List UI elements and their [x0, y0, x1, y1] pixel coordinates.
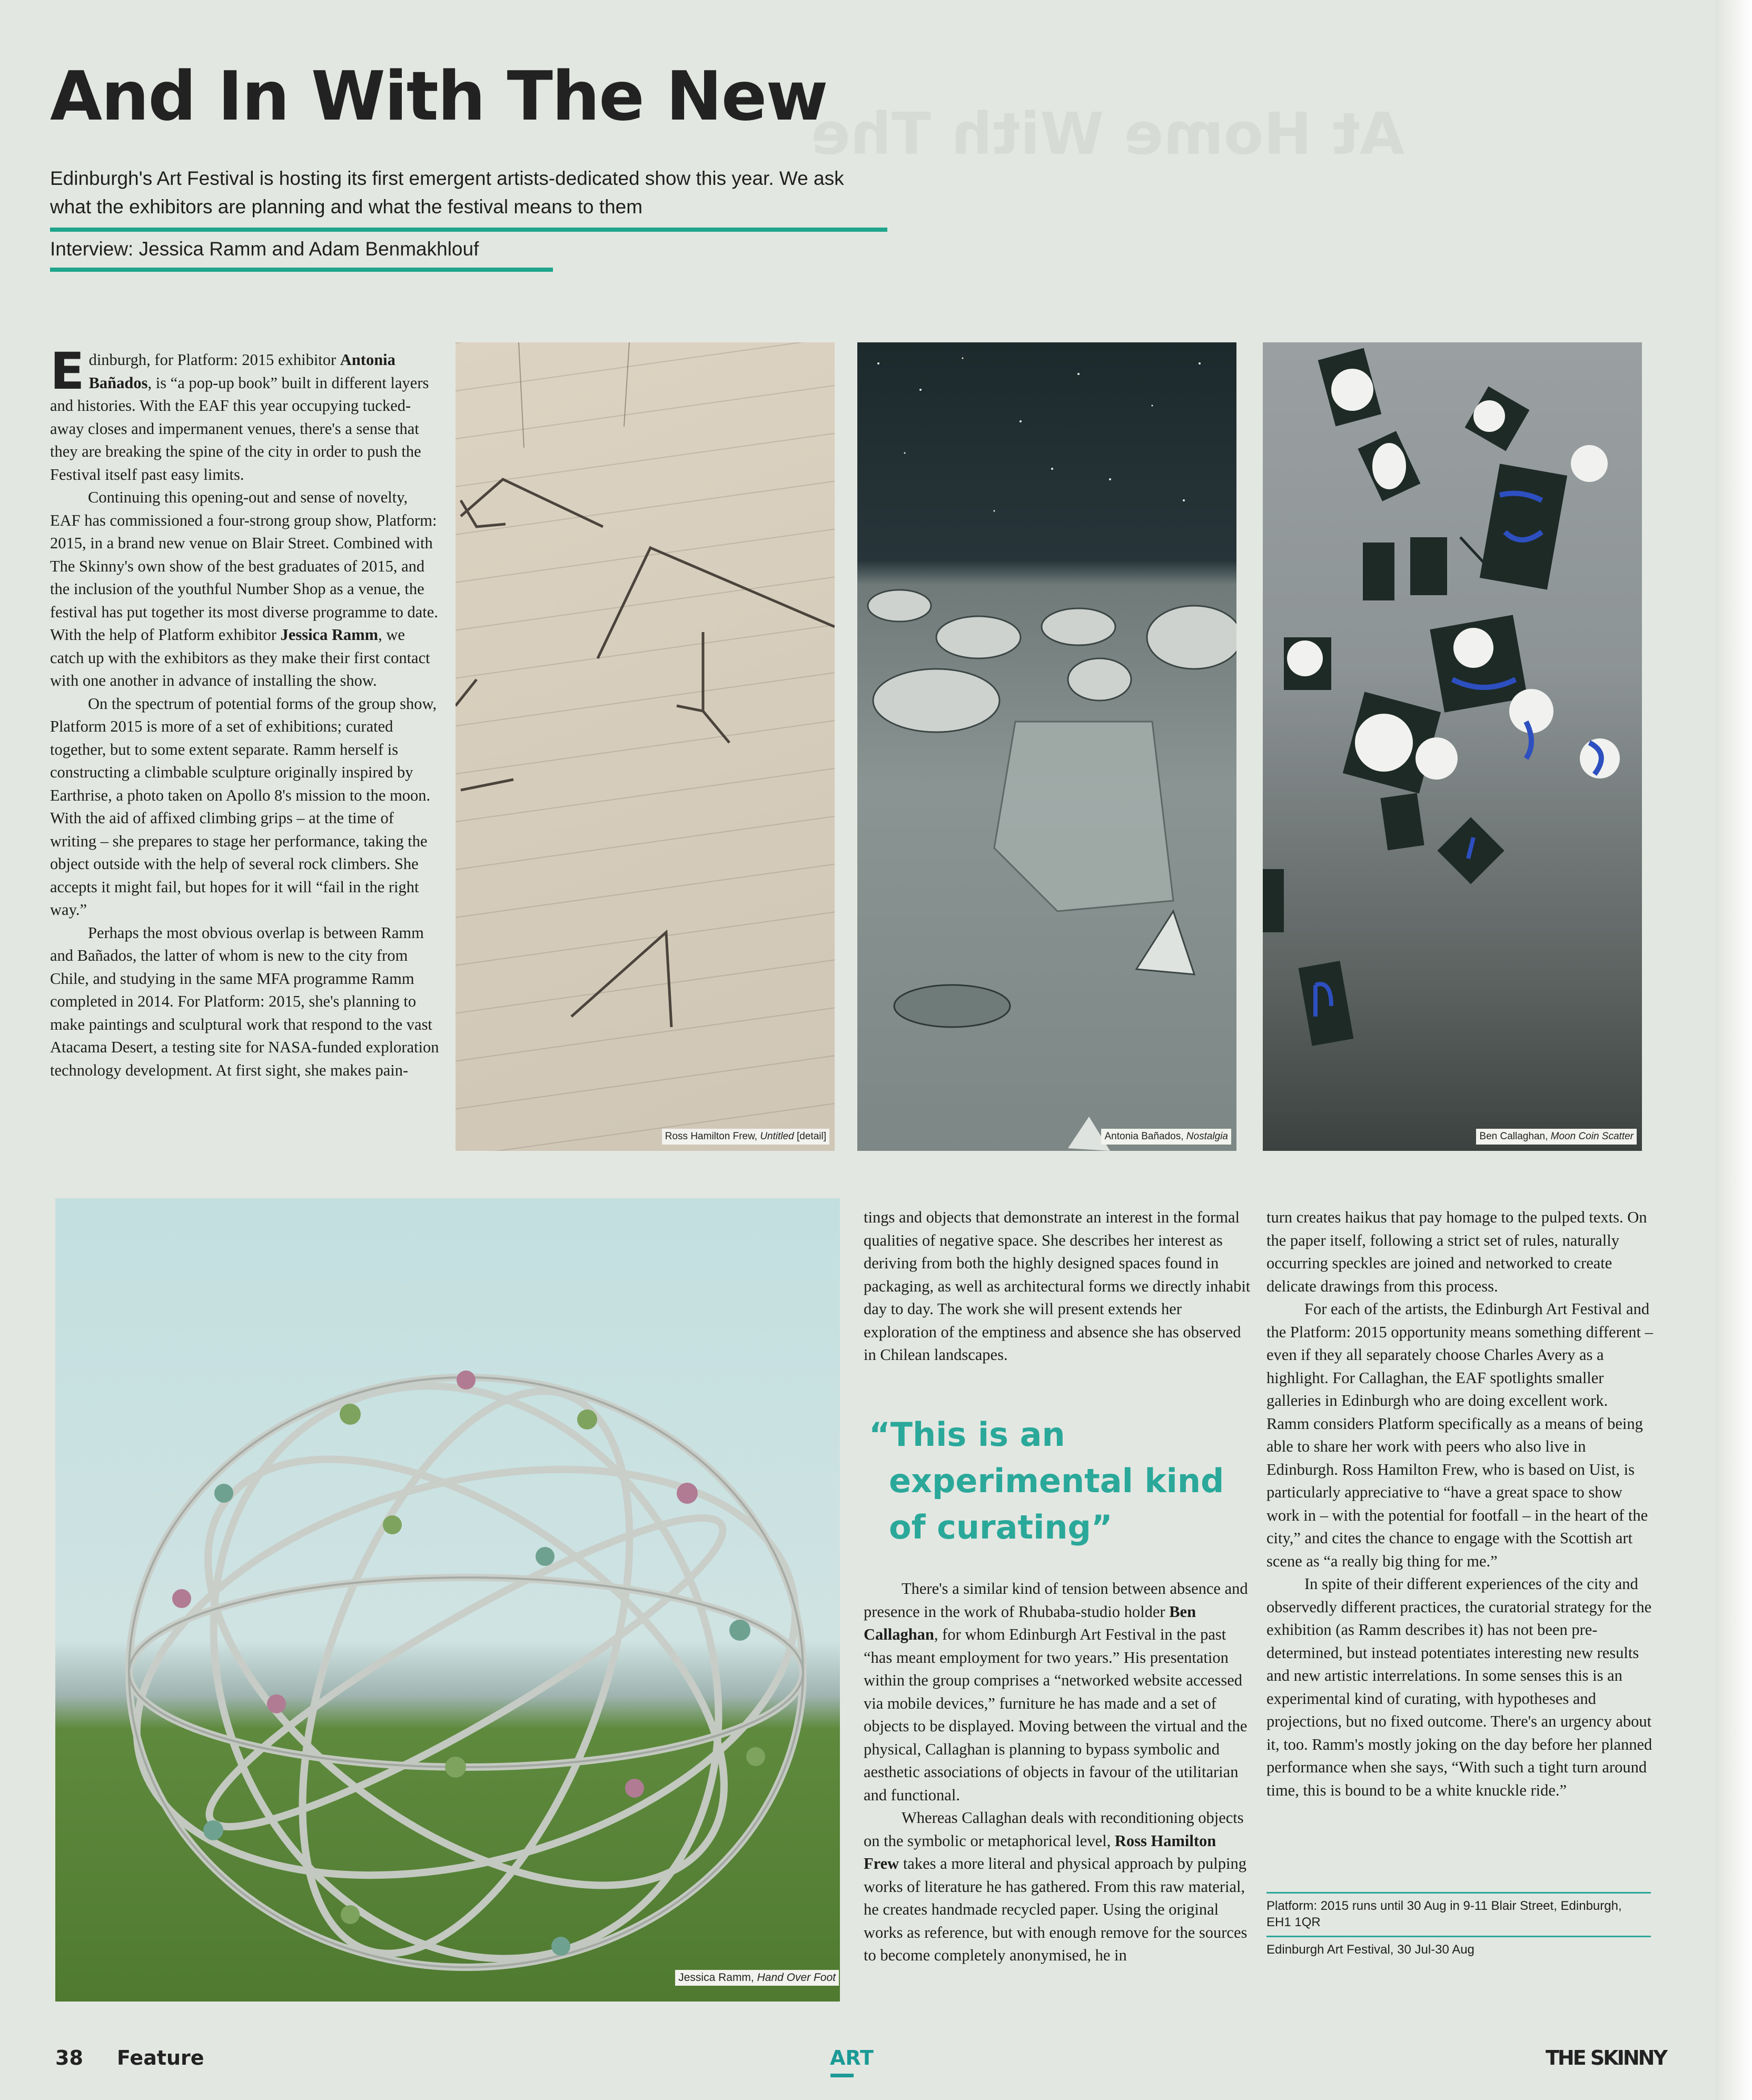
byline: Interview: Jessica Ramm and Adam Benmakhlouf	[50, 236, 553, 272]
artist-name: Ross Hamilton Frew	[864, 1831, 1216, 1872]
category-label: ART	[830, 2046, 874, 2069]
drop-cap: E	[50, 342, 85, 401]
artist-name: Ben Callaghan	[864, 1602, 1196, 1643]
climbable-sphere-sculpture	[55, 1198, 840, 2002]
column-2	[864, 1206, 1251, 1367]
event-info-platform: Platform: 2015 runs until 30 Aug in 9-11 Blair Street, Edinburgh, EH1 1QR	[1266, 1899, 1622, 1929]
publication-name: THE SKINNY	[1546, 2046, 1666, 2069]
artwork-caption: Ben Callaghan, Moon Coin Scatter	[1476, 1129, 1637, 1145]
artwork-caption: Antonia Bañados, Nostalgia	[1101, 1129, 1231, 1145]
artist-name: Antonia Bañados	[88, 351, 395, 392]
show-through-text: At Home With The	[811, 100, 1405, 167]
pull-quote	[869, 1412, 1238, 1551]
artwork-image-moon-coin-scatter	[1263, 342, 1642, 1151]
column-2-continued	[864, 1578, 1251, 1967]
photo-hand-over-foot	[55, 1198, 840, 2002]
headline: And In With The New	[50, 57, 827, 136]
section-label: Feature	[117, 2046, 204, 2069]
column-1	[50, 342, 440, 1082]
page-edge	[1715, 0, 1752, 2100]
info-divider	[1266, 1892, 1651, 1894]
info-divider	[1266, 1936, 1651, 1937]
paragraph: tings and objects that demonstrate an interest in the formal qualities of negative space. She describes her interest as deriving from both the highly designed spaces found in packaging, as well as architectural forms we directly inhabit day to day. The work she will present extends her exploration of the emptiness and absence she has observed in Chilean landscapes.	[864, 1208, 1251, 1364]
pull-quote-line: experimental kind	[889, 1462, 1224, 1500]
column-3	[1266, 1206, 1654, 1802]
paragraph: In spite of their different experiences of the city and observedly different practices, the curatorial strategy for the exhibition (as Ramm describes it) has not been pre-determined, but instead potentiates interesting new results and new artistic interrelations. In some senses this is an experimental kind of curating, with hypotheses and projections, but no fixed outcome. There's an urgency about it, too. Ramm's mostly joking on the day before her planned performance when she says, “With such a tight turn around time, this is bound to be a white knuckle ride.”	[1266, 1575, 1652, 1799]
scatter-collage	[1263, 342, 1642, 1151]
event-info-festival: Edinburgh Art Festival, 30 Jul-30 Aug	[1266, 1943, 1474, 1957]
photo-caption: Jessica Ramm, Hand Over Foot	[675, 1970, 839, 1986]
paragraph: turn creates haikus that pay homage to the pulped texts. On the paper itself, following a strict set of rules, naturally occurring speckles are joined and networked to create delicate drawings from this process.	[1266, 1208, 1647, 1295]
pull-quote-line: of curating”	[889, 1508, 1113, 1546]
paragraph: Edinburgh, for Platform: 2015 exhibitor Antonia Bañados, is “a pop-up book” built in different layers and histories. With the EAF this year occupying tucked-away closes and impermanent venues, there's a sense that they are breaking the spine of the city in order to push the Festival itself past easy limits.	[50, 342, 429, 484]
artwork-caption: Ross Hamilton Frew, Untitled [detail]	[662, 1129, 829, 1145]
artwork-image-nostalgia	[857, 342, 1236, 1151]
paragraph: For each of the artists, the Edinburgh Art Festival and the Platform: 2015 opportunity means something different – even if they all separately choose Charles Avery as a highlight. For Callaghan, the EAF spotlights smaller galleries in Edinburgh who are doing excellent work. Ramm considers Platform specifically as a means of being able to share her work with peers who also live in Edinburgh. Ross Hamilton Frew, who is based on Uist, is particularly appreciative to “have a great space to show work in – with the potential for footfall – in the heart of the city,” and cites the chance to engage with the Scottish art scene as “a really big thing for me.”	[1266, 1300, 1653, 1570]
pull-quote-line: “This is an	[869, 1415, 1065, 1454]
line-drawing	[456, 342, 835, 1151]
paragraph: On the spectrum of potential forms of the group show, Platform 2015 is more of a set of exhibitions; curated together, but to some extent separate. Ramm herself is constructing a climbable sculpture originally inspired by Earthrise, a photo taken on Apollo 8's mission to the moon. With the aid of affixed climbing grips – at the time of writing – she prepares to stage her performance, taking the object outside with the help of several rock climbers. She accepts it might fail, but hopes for it will “fail in the right way.”	[50, 694, 437, 919]
paragraph: Continuing this opening-out and sense of novelty, EAF has commissioned a four-strong group show, Platform: 2015, in a brand new venue on Blair Street. Combined with The Skinny's own show of the best graduates of 2015, and the inclusion of the youthful Number Shop as a venue, the festival has put together its most diverse programme to date. With the help of Platform exhibitor Jessica Ramm, we catch up with the exhibitors as they make their first contact with one another in advance of installing the show.	[50, 488, 438, 689]
paragraph: Perhaps the most obvious overlap is between Ramm and Bañados, the latter of whom is new to the city from Chile, and studying in the same MFA programme Ramm completed in 2014. For Platform: 2015, she's planning to make paintings and sculptural work that respond to the vast Atacama Desert, a testing site for NASA-funded exploration technology development. At first sight, she makes pain-	[50, 923, 439, 1079]
moonscape-painting	[857, 342, 1236, 1151]
artwork-image-untitled	[456, 342, 835, 1151]
paragraph: Whereas Callaghan deals with reconditioning objects on the symbolic or metaphorical level, Ross Hamilton Frew takes a more literal and physical approach by pulping works of literature he has gathered. From this raw material, he creates handmade recycled paper. Using the original works as reference, but with enough remove for the sources to become completely anonymised, he in	[864, 1809, 1248, 1964]
category-underline	[830, 2074, 854, 2077]
standfirst: Edinburgh's Art Festival is hosting its first emergent artists-dedicated show this year. We ask what the exhibitors are planning and what the festival means to them	[50, 164, 887, 232]
artist-name: Jessica Ramm	[280, 626, 379, 644]
paragraph: There's a similar kind of tension between absence and presence in the work of Rhubaba-studio holder Ben Callaghan, for whom Edinburgh Art Festival in the past “has meant employment for two years.” His presentation within the group comprises a “networked website accessed via mobile devices,” furniture he has made and a set of objects to be displayed. Moving between the virtual and the physical, Callaghan is planning to bypass symbolic and aesthetic associations of objects in favour of the utilitarian and functional.	[864, 1580, 1248, 1804]
page-number: 38	[55, 2046, 83, 2069]
